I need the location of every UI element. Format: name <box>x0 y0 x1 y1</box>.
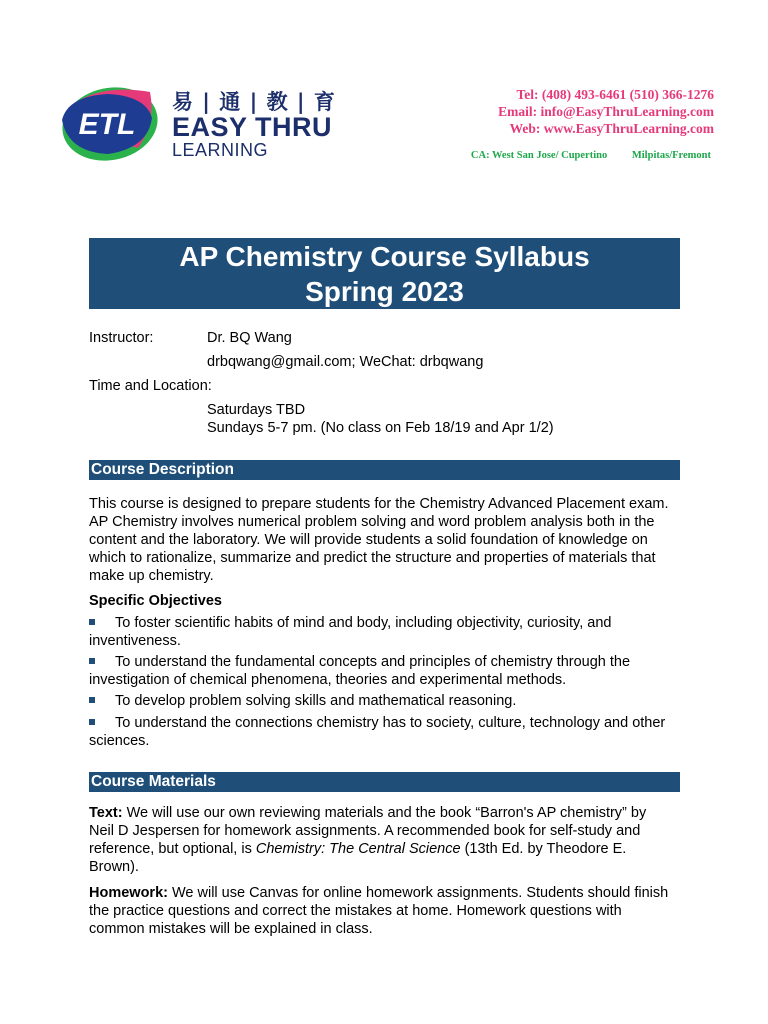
bullet-icon <box>89 719 95 725</box>
bullet-icon <box>89 619 95 625</box>
etl-logo <box>58 78 158 170</box>
page-subtitle: Spring 2023 <box>305 276 464 307</box>
bullet-icon <box>89 658 95 664</box>
materials-text: Text: We will use our own reviewing materials and the book “Barron's AP chemistry” by Neil D Jespersen for homework assignments. A recommended book for self-study and reference, but optional, is Chemistry: The Central Science (13th Ed. by Theodore E. Brown). <box>89 805 647 875</box>
title-banner <box>89 238 680 309</box>
locations <box>471 150 711 161</box>
brand-subtitle: LEARNING <box>172 140 269 160</box>
contact-block <box>498 86 714 137</box>
objective-item: To foster scientific habits of mind and body, including objectivity, curiosity, and inventiveness. <box>89 615 612 649</box>
bullet-icon <box>89 697 95 703</box>
time-label: Time and Location: <box>89 378 212 394</box>
time-saturday: Saturdays TBD <box>207 402 306 418</box>
book-title: Chemistry: The Central Science <box>255 841 461 857</box>
homework-text: Homework: We will use Canvas for online homework assignments. Students should finish the practice questions and correct the mistakes at home. Homework questions with common mistakes will be explained in class. <box>89 885 669 937</box>
contact-web[interactable]: Web: www.EasyThruLearning.com <box>509 121 714 136</box>
location-1: CA: West San Jose/ Cupertino <box>470 150 608 161</box>
text-label: Text: <box>89 805 123 821</box>
page-title: AP Chemistry Course Syllabus <box>179 241 590 272</box>
brand-name: EASY THRU <box>172 112 333 142</box>
objective-item: To understand the fundamental concepts and principles of chemistry through the investigation of chemical phenomena, theories and experimental methods. <box>89 654 631 688</box>
objective-item: To understand the connections chemistry has to society, culture, technology and other sciences. <box>89 715 666 749</box>
instructor-name: Dr. BQ Wang <box>207 330 292 346</box>
section-course-description: Course Description <box>89 460 680 480</box>
homework-label: Homework: <box>89 885 168 901</box>
instructor-contact: drbqwang@gmail.com; WeChat: drbqwang <box>207 354 484 370</box>
description-text: This course is designed to prepare students for the Chemistry Advanced Placement exam. AP Chemistry involves numerical problem solving and word problem analysis both in the content and the laboratory. We will provide students a solid foundation of knowledge on which to rationalize, summarize and predict the structure and properties of materials that make up chemistry. <box>89 496 669 584</box>
section-course-materials: Course Materials <box>89 772 680 792</box>
objective-item: To develop problem solving skills and mathematical reasoning. <box>89 692 679 710</box>
logo-text: ETL <box>78 108 136 141</box>
contact-tel: Tel: (408) 493-6461 (510) 366-1276 <box>516 87 714 102</box>
contact-email[interactable]: Email: info@EasyThruLearning.com <box>498 104 714 119</box>
location-2: Milpitas/Fremont <box>631 150 711 161</box>
time-sunday: Sundays 5-7 pm. (No class on Feb 18/19 and Apr 1/2) <box>207 420 554 436</box>
brand-chinese: 易 | 通 | 教 | 育 <box>172 90 336 114</box>
objectives-heading: Specific Objectives <box>89 593 222 609</box>
instructor-label: Instructor: <box>89 330 154 346</box>
